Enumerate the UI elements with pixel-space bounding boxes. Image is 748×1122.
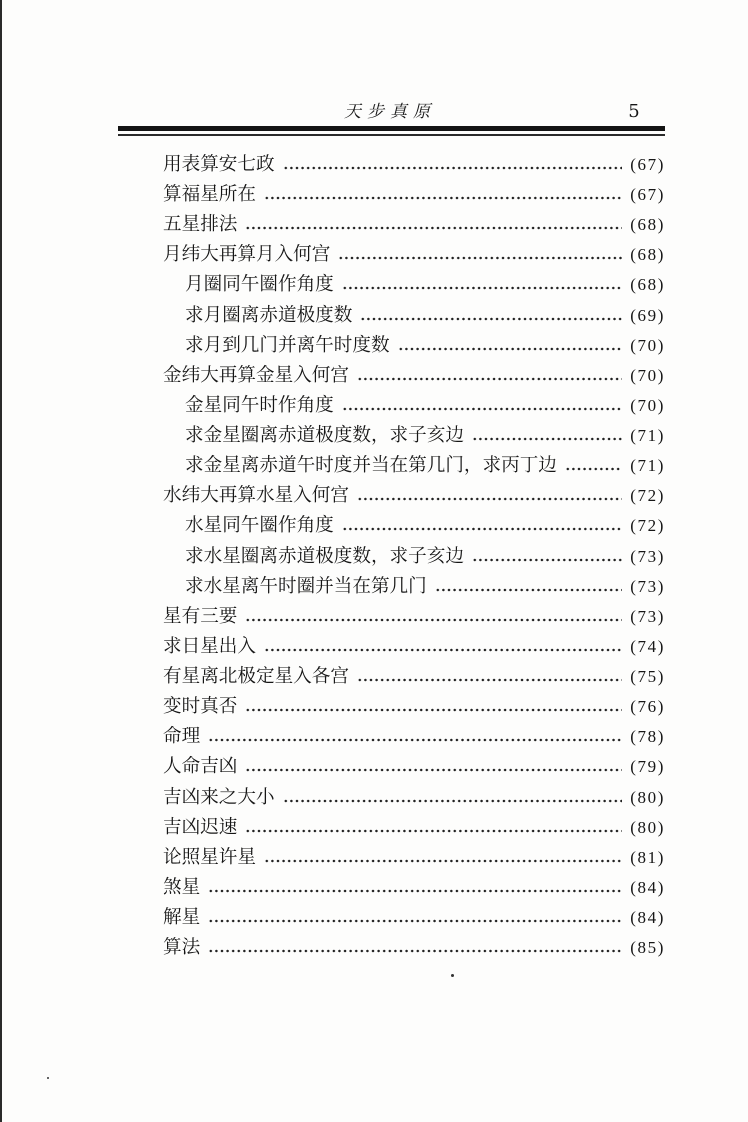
page-number: 5 [628,101,640,122]
toc-entry-title: 算法 [163,937,201,959]
toc-entry-page: (73) [630,576,665,596]
toc-entry-title: 求金星圈离赤道极度数，求子亥边 [185,425,464,447]
toc-entry-title: 月圈同午圈作角度 [185,274,334,296]
toc-entry-page: (72) [630,486,665,506]
toc-entry-page: (71) [630,426,665,446]
toc-entry [163,937,665,959]
toc-entry-title: 论照星许星 [163,846,256,868]
toc-entry [185,305,665,327]
toc-entry [163,485,665,507]
toc-entry [185,546,665,568]
toc-entry-page: (72) [630,516,665,536]
toc-entry [163,365,665,387]
toc-leader-dots [565,455,622,477]
toc-entry-title: 命理 [163,726,201,748]
toc-leader-dots [342,274,623,296]
toc-leader-dots [283,154,623,176]
toc-entry-page: (70) [630,335,665,355]
toc-entry-page: (80) [630,787,665,807]
toc-entry-page: (78) [630,727,665,747]
toc-entry-title: 有星离北极定星入各宫 [163,666,349,688]
toc-entry [163,666,665,688]
toc-entry-page: (71) [630,456,665,476]
toc-leader-dots [398,335,623,357]
toc-entry-page: (68) [630,215,665,235]
toc-leader-dots [208,937,622,959]
toc-leader-dots [208,907,622,929]
toc-entry-title: 吉凶来之大小 [163,786,275,808]
toc-entry-title: 水纬大再算水星入何宫 [163,485,349,507]
toc-leader-dots [357,666,622,688]
toc-entry [163,756,665,778]
toc-leader-dots [360,305,622,327]
header-rule-thick [118,126,665,131]
toc-entry-title: 求水星离午时圈并当在第几门 [185,575,427,597]
toc-entry-page: (70) [630,365,665,385]
toc-entry [163,154,665,176]
toc-entry-title: 求金星离赤道午时度并当在第几门，求丙丁边 [185,455,557,477]
toc-entry-title: 五星排法 [163,214,238,236]
toc-leader-dots [208,877,622,899]
scan-left-edge [0,0,2,1122]
toc-entry [185,395,665,417]
toc-entry [185,576,665,598]
toc-entry-page: (69) [630,305,665,325]
toc-entry [185,425,665,447]
toc-leader-dots [342,515,623,537]
toc-entry-title: 星有三要 [163,605,238,627]
toc-leader-dots [283,787,623,809]
running-title: 天步真原 [344,102,436,122]
toc-entry [185,274,665,296]
toc-entry [163,184,665,206]
toc-entry [163,877,665,899]
toc-leader-dots [245,817,622,839]
toc-entry [163,214,665,236]
toc-entry-title: 算福星所在 [163,184,256,206]
toc-entry-title: 水星同午圈作角度 [185,515,334,537]
toc-entry-title: 煞星 [163,876,201,898]
toc-entry-page: (70) [630,395,665,415]
toc-entry-page: (80) [630,817,665,837]
toc-entry-page: (67) [630,185,665,205]
toc-entry [185,335,665,357]
toc-entry [163,847,665,869]
toc-entry-title: 金纬大再算金星入何宫 [163,364,349,386]
toc-leader-dots [338,244,622,266]
toc-entry-title: 金星同午时作角度 [185,394,334,416]
toc-entry-title: 人命吉凶 [163,756,238,778]
toc-entry [185,455,665,477]
toc-entry-page: (68) [630,245,665,265]
toc-entry-page: (73) [630,546,665,566]
toc-entry-page: (84) [630,908,665,927]
toc-entry-title: 变时真否 [163,696,238,718]
toc-leader-dots [435,576,623,598]
toc-leader-dots [472,425,622,447]
toc-entry-page: (67) [630,155,665,174]
toc-leader-dots [342,395,623,417]
toc-entry-page: (75) [630,667,665,687]
toc-entry [163,244,665,266]
toc-entry-title: 求月到几门并离午时度数 [185,334,390,356]
toc-leader-dots [245,756,622,778]
toc-entry [163,636,665,658]
toc-entry-page: (85) [630,938,665,958]
toc-entry-title: 解星 [163,907,201,928]
toc-leader-dots [264,636,622,658]
toc-entry-page: (73) [630,606,665,626]
toc-entry-title: 月纬大再算月入何宫 [163,244,331,266]
toc-leader-dots [357,485,622,507]
toc-entry-page: (74) [630,636,665,656]
scan-speck [451,974,454,977]
toc-entry-title: 求月圈离赤道极度数 [185,304,353,326]
toc-leader-dots [357,365,622,387]
toc-entry-title: 求日星出入 [163,635,256,657]
toc-entry-title: 用表算安七政 [163,154,275,175]
toc-entry [163,726,665,748]
toc-leader-dots [264,847,622,869]
toc-entry-page: (81) [630,847,665,867]
toc-leader-dots [208,726,622,748]
toc-entry [163,787,665,809]
toc-entry [163,696,665,718]
toc-entry-title: 吉凶迟速 [163,816,238,838]
toc-entry-page: (79) [630,757,665,777]
header-rule-thin [118,134,665,136]
toc-leader-dots [264,184,622,206]
toc-entry-page: (68) [630,275,665,295]
toc-entry [163,606,665,628]
toc-leader-dots [472,546,622,568]
toc-leader-dots [245,214,622,236]
scan-speck [47,1077,49,1079]
toc-entry-page: (76) [630,697,665,717]
toc-entry-title: 求水星圈离赤道极度数，求子亥边 [185,545,464,567]
toc-entry-page: (84) [630,877,665,897]
toc-leader-dots [245,606,622,628]
toc-entry [163,907,665,929]
toc-leader-dots [245,696,622,718]
toc-entry [185,515,665,537]
toc-entry [163,817,665,839]
